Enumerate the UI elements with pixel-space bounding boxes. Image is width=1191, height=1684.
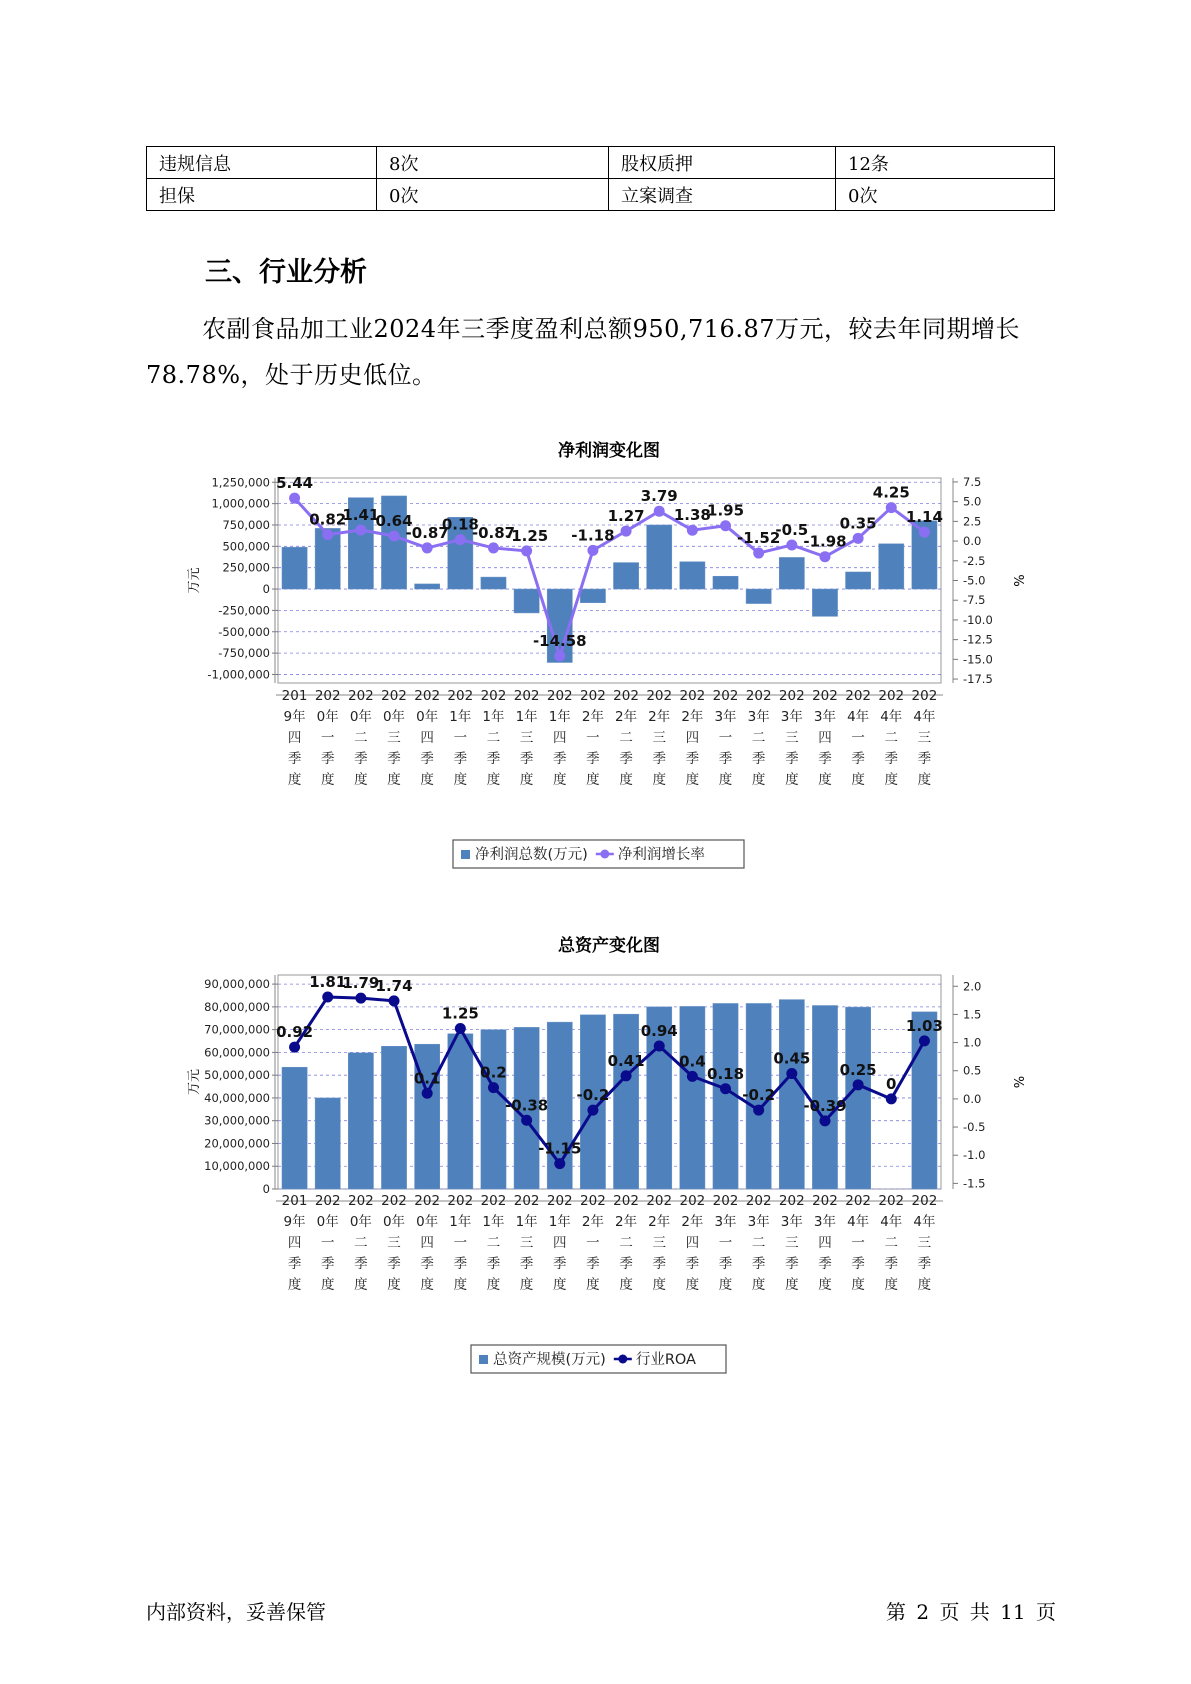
legend-label: 净利润增长率 — [617, 847, 705, 863]
x-tick-label: 202 0年二季度 — [347, 688, 374, 788]
data-label: 5.44 — [276, 474, 314, 493]
x-tick-label: 202 3年三季度 — [778, 688, 805, 788]
bar — [779, 557, 804, 589]
y2-tick-label: 0.5 — [963, 1063, 982, 1078]
y2-tick-label: 2.0 — [963, 979, 982, 994]
y-axis-title: 万元 — [187, 1068, 202, 1096]
y2-tick-label: 7.5 — [963, 474, 982, 489]
x-tick-label: 202 2年三季度 — [646, 688, 673, 788]
data-label: 0.35 — [839, 514, 877, 533]
bar — [846, 1007, 871, 1189]
x-tick-label: 202 2年四季度 — [679, 1193, 706, 1293]
data-label: -0.5 — [775, 521, 809, 540]
line-marker — [720, 1083, 731, 1094]
footer-page-number: 第 2 页 共 11 页 — [886, 1600, 1056, 1624]
y2-tick-label: 0.0 — [963, 1091, 982, 1106]
x-tick-label: 202 3年二季度 — [745, 688, 772, 788]
x-tick-label: 202 2年二季度 — [613, 1193, 639, 1293]
line-marker — [455, 1023, 466, 1034]
line-marker — [322, 529, 333, 540]
y2-tick-label: -1.0 — [963, 1148, 986, 1163]
line-marker — [819, 551, 830, 562]
data-label: -1.52 — [737, 529, 781, 548]
line-marker — [654, 506, 665, 517]
data-label: 1.41 — [342, 505, 380, 524]
x-tick-label: 202 0年一季度 — [314, 688, 341, 788]
y-tick-label: 70,000,000 — [204, 1022, 270, 1037]
chart-title: 总资产变化图 — [558, 936, 660, 956]
line-marker — [621, 1070, 632, 1081]
bar — [282, 547, 307, 589]
x-tick-label: 202 0年二季度 — [347, 1193, 374, 1293]
line-marker — [853, 1079, 864, 1090]
chart-title: 净利润变化图 — [558, 441, 660, 461]
x-tick-label: 202 1年一季度 — [447, 1193, 474, 1293]
legend-swatch-bar — [461, 850, 470, 859]
data-label: -0.2 — [576, 1086, 610, 1105]
x-tick-label: 202 1年四季度 — [546, 1193, 573, 1293]
y-tick-label: 80,000,000 — [204, 999, 270, 1014]
y-tick-label: 750,000 — [222, 517, 270, 532]
x-tick-label: 202 0年三季度 — [381, 688, 407, 788]
data-label: -14.58 — [532, 632, 587, 651]
legend-swatch-marker — [600, 850, 609, 859]
data-label: -1.18 — [571, 526, 615, 545]
x-tick-label: 202 4年二季度 — [878, 1193, 905, 1293]
bar — [481, 1030, 506, 1189]
x-tick-label: 202 4年二季度 — [878, 688, 905, 788]
data-label: -0.38 — [505, 1096, 549, 1115]
data-label: 0.18 — [707, 1064, 745, 1083]
y-tick-label: 60,000,000 — [204, 1045, 270, 1060]
x-tick-label: 202 2年四季度 — [679, 688, 706, 788]
line-marker — [587, 1105, 598, 1116]
bar — [746, 589, 771, 604]
line-marker — [819, 1115, 830, 1126]
line-marker — [521, 1115, 532, 1126]
x-tick-label: 202 2年一季度 — [580, 688, 606, 788]
line-marker — [886, 502, 897, 513]
bar — [779, 1000, 804, 1189]
x-tick-label: 202 4年一季度 — [845, 688, 872, 788]
y-tick-label: -250,000 — [218, 603, 270, 618]
data-label: -1.15 — [538, 1139, 582, 1158]
bar — [448, 1034, 473, 1189]
line-marker — [488, 542, 499, 553]
bar — [846, 572, 871, 589]
x-tick-label: 202 0年一季度 — [314, 1193, 341, 1293]
y2-tick-label: 0.0 — [963, 534, 982, 549]
data-label: 1.79 — [342, 974, 380, 993]
bar — [481, 577, 506, 589]
y2-tick-label: -1.5 — [963, 1176, 986, 1191]
line-marker — [554, 651, 565, 662]
data-label: 1.25 — [441, 1004, 479, 1023]
x-tick-label: 202 0年四季度 — [414, 1193, 441, 1293]
y-tick-label: 0 — [262, 582, 270, 597]
y2-axis-title: % — [1010, 1075, 1025, 1089]
info-table — [146, 146, 1055, 211]
y2-tick-label: 1.0 — [963, 1035, 982, 1050]
bar — [647, 525, 672, 589]
y-tick-label: 40,000,000 — [204, 1090, 270, 1105]
table-cell-label: 违规信息 — [147, 147, 377, 179]
line-marker — [853, 533, 864, 544]
x-tick-label: 202 1年四季度 — [546, 688, 573, 788]
table-cell-label: 股权质押 — [609, 147, 836, 179]
analysis-paragraph: 农副食品加工业2024年三季度盈利总额950,716.87万元，较去年同期增长78.78%，处于历史低位。 — [146, 315, 1020, 389]
table-cell-value: 8次 — [377, 147, 609, 179]
x-tick-label: 202 2年二季度 — [613, 688, 639, 788]
line-marker — [621, 526, 632, 537]
y-tick-label: 90,000,000 — [204, 977, 270, 992]
line-marker — [587, 545, 598, 556]
y2-tick-label: -15.0 — [963, 652, 993, 667]
line-marker — [720, 520, 731, 531]
data-label: 3.79 — [640, 487, 678, 506]
x-tick-label: 202 3年一季度 — [712, 1193, 739, 1293]
data-label: 0.18 — [441, 515, 479, 534]
table-cell-value: 12条 — [836, 147, 1055, 179]
bar — [812, 589, 837, 616]
table-cell-value: 0次 — [377, 179, 609, 211]
total-assets-chart — [0, 925, 1191, 1400]
y-tick-label: 1,250,000 — [211, 475, 270, 490]
line-marker — [886, 1093, 897, 1104]
data-label: 1.27 — [607, 507, 645, 526]
x-tick-label: 202 3年一季度 — [712, 688, 739, 788]
net-profit-chart — [0, 430, 1191, 900]
x-tick-label: 202 3年二季度 — [745, 1193, 772, 1293]
y-tick-label: -1,000,000 — [207, 667, 270, 682]
line-marker — [322, 991, 333, 1002]
data-label: -1.98 — [803, 532, 847, 551]
line-marker — [919, 1035, 930, 1046]
y2-tick-label: -2.5 — [963, 553, 986, 568]
bar — [680, 1006, 705, 1189]
y-tick-label: 1,000,000 — [211, 496, 270, 511]
data-label: -0.2 — [742, 1086, 776, 1105]
line-marker — [422, 542, 433, 553]
x-tick-label: 202 1年二季度 — [480, 1193, 507, 1293]
y-tick-label: -500,000 — [218, 624, 270, 639]
data-label: 0.41 — [607, 1051, 645, 1070]
data-label: 0 — [886, 1074, 897, 1093]
x-tick-label: 201 9年四季度 — [281, 688, 308, 788]
line-marker — [554, 1158, 565, 1169]
line-marker — [521, 545, 532, 556]
y2-tick-label: 5.0 — [963, 494, 982, 509]
line-marker — [389, 995, 400, 1006]
x-tick-label: 202 1年二季度 — [480, 688, 507, 788]
x-tick-label: 202 3年四季度 — [812, 688, 838, 788]
data-label: 0.82 — [309, 510, 347, 529]
data-label: 1.14 — [905, 508, 943, 527]
x-tick-label: 202 4年三季度 — [911, 688, 938, 788]
line-marker — [355, 524, 366, 535]
x-tick-label: 202 3年四季度 — [812, 1193, 838, 1293]
y2-tick-label: -10.0 — [963, 612, 993, 627]
line-marker — [687, 1071, 698, 1082]
data-label: 0.45 — [773, 1049, 811, 1068]
y2-tick-label: -17.5 — [963, 672, 993, 687]
data-label: 4.25 — [872, 483, 910, 502]
footer-confidential: 内部资料，妥善保管 — [146, 1600, 326, 1624]
data-label: 0.2 — [480, 1063, 507, 1082]
x-tick-label: 202 1年三季度 — [513, 688, 540, 788]
bar — [381, 496, 406, 589]
bar — [348, 1053, 373, 1189]
y2-tick-label: 1.5 — [963, 1007, 982, 1022]
data-label: -1.25 — [505, 526, 549, 545]
data-label: 1.38 — [673, 506, 711, 525]
legend-label: 净利润总数(万元) — [475, 847, 588, 863]
y2-tick-label: -7.5 — [963, 593, 986, 608]
x-tick-label: 202 0年三季度 — [381, 1193, 407, 1293]
x-tick-label: 202 2年三季度 — [646, 1193, 673, 1293]
x-tick-label: 202 1年三季度 — [513, 1193, 540, 1293]
line-marker — [753, 1105, 764, 1116]
bar — [713, 576, 738, 589]
bar — [613, 563, 638, 589]
bar — [381, 1046, 406, 1189]
data-label: -0.87 — [471, 523, 516, 542]
data-label: 1.03 — [905, 1016, 943, 1035]
y-tick-label: 250,000 — [222, 560, 270, 575]
line-marker — [355, 993, 366, 1004]
y-tick-label: 50,000,000 — [204, 1068, 270, 1083]
data-label: -0.39 — [803, 1096, 847, 1115]
line-marker — [289, 493, 300, 504]
y-tick-label: 0 — [262, 1182, 270, 1196]
line-marker — [488, 1082, 499, 1093]
line-marker — [786, 540, 797, 551]
data-label: 1.95 — [707, 501, 745, 520]
x-tick-label: 202 4年一季度 — [845, 1193, 872, 1293]
legend-label: 行业ROA — [635, 1352, 696, 1368]
line-marker — [389, 531, 400, 542]
line-marker — [289, 1042, 300, 1053]
y-tick-label: 30,000,000 — [204, 1113, 270, 1128]
data-label: 0.25 — [839, 1060, 877, 1079]
line-marker — [422, 1088, 433, 1099]
x-tick-label: 202 3年三季度 — [778, 1193, 805, 1293]
bar — [282, 1067, 307, 1189]
y2-tick-label: -5.0 — [963, 573, 986, 588]
bar — [415, 584, 440, 589]
line-marker — [753, 548, 764, 559]
x-tick-label: 202 4年三季度 — [911, 1193, 938, 1293]
data-label: 1.74 — [375, 976, 413, 995]
data-label: 0.4 — [679, 1052, 706, 1071]
y-tick-label: 10,000,000 — [204, 1159, 270, 1174]
line-marker — [786, 1068, 797, 1079]
y-axis-title: 万元 — [187, 567, 202, 594]
table-cell-label: 立案调查 — [609, 179, 836, 211]
y-tick-label: 500,000 — [222, 539, 270, 554]
y-tick-label: 20,000,000 — [204, 1136, 270, 1151]
x-tick-label: 202 0年四季度 — [414, 688, 441, 788]
y-tick-label: -750,000 — [218, 646, 270, 661]
bar — [580, 589, 605, 603]
bar — [680, 562, 705, 589]
table-row — [147, 147, 1055, 179]
line-marker — [455, 534, 466, 545]
x-tick-label: 202 2年一季度 — [580, 1193, 606, 1293]
legend-swatch-marker — [618, 1355, 627, 1364]
data-label: 0.94 — [640, 1021, 678, 1040]
table-row — [147, 179, 1055, 211]
y2-tick-label: 2.5 — [963, 514, 982, 529]
bar — [315, 1098, 340, 1189]
legend-label: 总资产规模(万元) — [493, 1352, 606, 1368]
data-label: -0.87 — [405, 523, 449, 542]
bar — [613, 1014, 638, 1189]
table-cell-value: 0次 — [836, 179, 1055, 211]
y2-tick-label: -12.5 — [963, 632, 993, 647]
data-label: 0.64 — [375, 512, 413, 531]
legend-swatch-bar — [479, 1355, 488, 1364]
line-marker — [687, 525, 698, 536]
y2-axis-title: % — [1010, 574, 1025, 587]
y2-tick-label: -0.5 — [963, 1120, 986, 1135]
section-heading: 三、行业分析 — [205, 257, 367, 288]
line-marker — [919, 527, 930, 538]
data-label: 1.81 — [309, 972, 347, 991]
bar — [514, 589, 539, 613]
bar — [879, 544, 904, 589]
data-label: 0.92 — [276, 1023, 314, 1042]
x-tick-label: 201 9年四季度 — [281, 1193, 308, 1293]
data-label: 0.1 — [413, 1069, 441, 1088]
table-cell-label: 担保 — [147, 179, 377, 211]
x-tick-label: 202 1年一季度 — [447, 688, 474, 788]
line-marker — [654, 1040, 665, 1051]
